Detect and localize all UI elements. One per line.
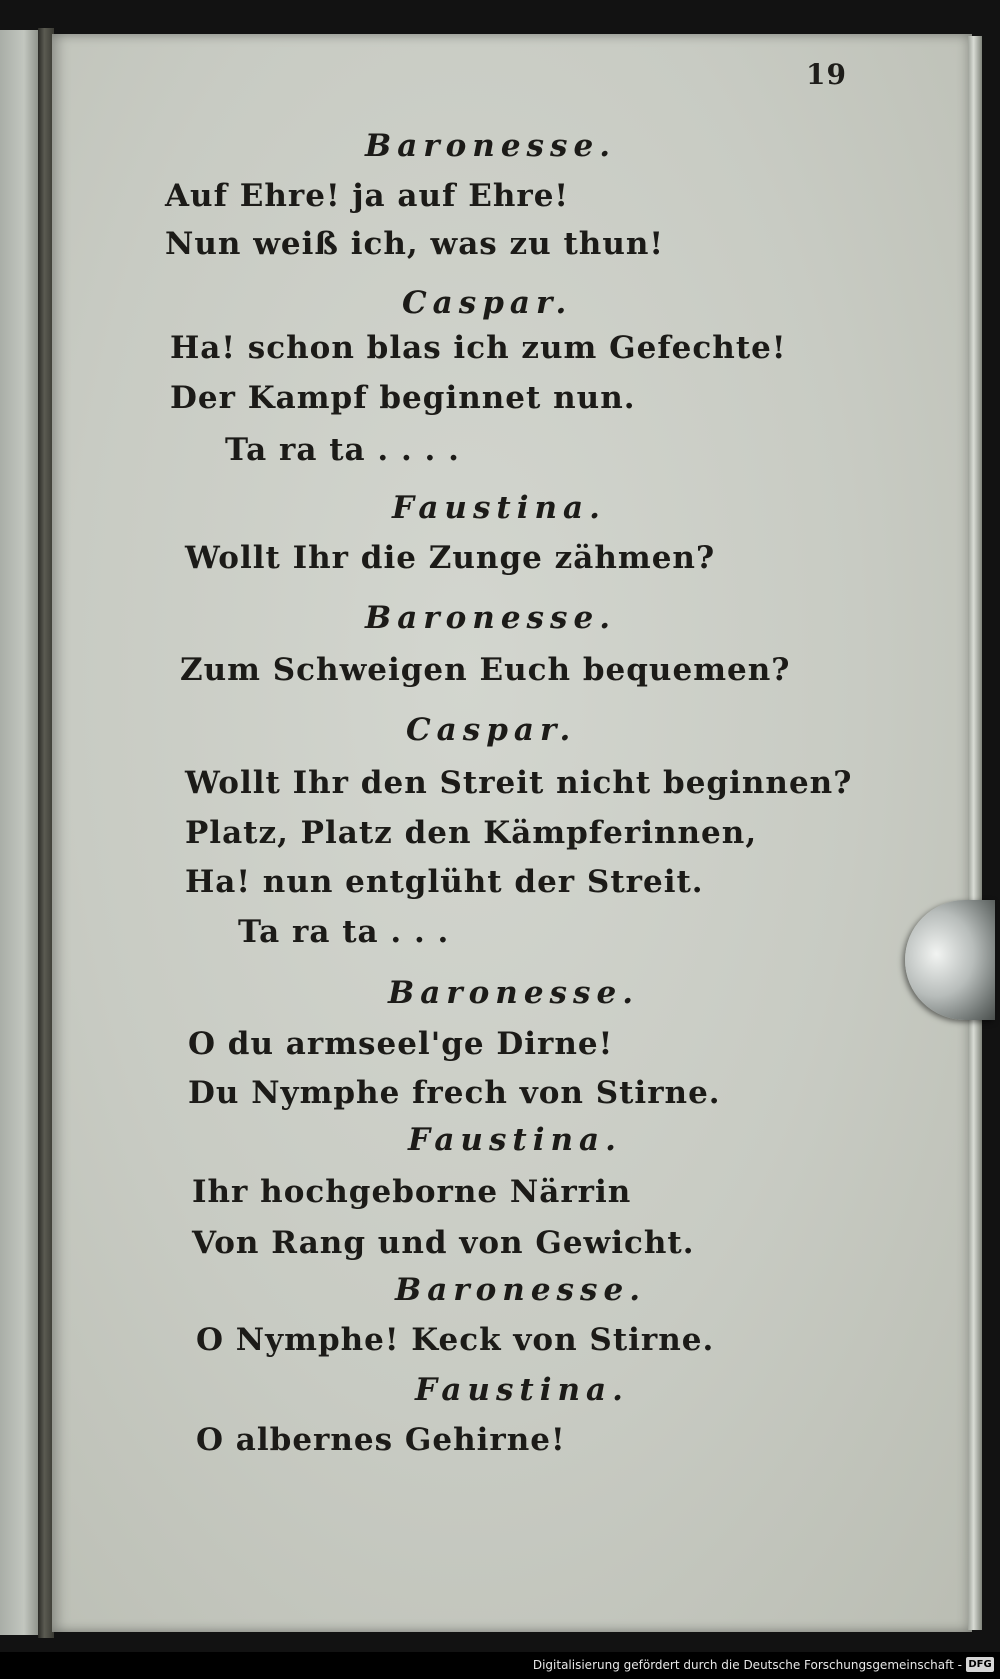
digitization-credit: Digitalisierung gefördert durch die Deutsche Forschungsgemeinschaft - xyxy=(532,1658,962,1672)
page-number: 19 xyxy=(806,58,847,91)
verse-line: Ihr hochgeborne Närrin xyxy=(192,1174,632,1210)
speaker-heading: Baronesse. xyxy=(365,128,616,164)
speaker-heading: Baronesse. xyxy=(365,600,616,636)
speaker-heading: Faustina. xyxy=(415,1372,629,1408)
verse-line: Ha! nun entglüht der Streit. xyxy=(185,864,704,900)
verse-line: O albernes Gehirne! xyxy=(196,1422,566,1458)
verse-line: Ta ra ta . . . xyxy=(238,914,450,950)
dfg-logo-icon: DFG xyxy=(966,1657,994,1672)
verse-line: Zum Schweigen Euch bequemen? xyxy=(180,652,791,688)
verse-line: Ha! schon blas ich zum Gefechte! xyxy=(170,330,787,366)
verse-line: Von Rang und von Gewicht. xyxy=(192,1225,695,1261)
verse-line: Nun weiß ich, was zu thun! xyxy=(165,226,665,262)
verse-line: Du Nymphe frech von Stirne. xyxy=(188,1075,721,1111)
verse-line: Wollt Ihr die Zunge zähmen? xyxy=(185,540,716,576)
speaker-heading: Faustina. xyxy=(408,1122,622,1158)
verse-line: O Nymphe! Keck von Stirne. xyxy=(196,1322,715,1358)
speaker-heading: Baronesse. xyxy=(395,1272,646,1308)
facing-page-edge xyxy=(0,30,40,1635)
speaker-heading: Caspar. xyxy=(402,285,573,321)
speaker-heading: Faustina. xyxy=(392,490,606,526)
speaker-heading: Caspar. xyxy=(406,712,577,748)
verse-line: Platz, Platz den Kämpferinnen, xyxy=(185,815,758,851)
page-fore-edge xyxy=(968,36,982,1630)
speaker-heading: Baronesse. xyxy=(388,975,639,1011)
verse-line: Wollt Ihr den Streit nicht beginnen? xyxy=(185,765,853,801)
verse-line: O du armseel'ge Dirne! xyxy=(188,1026,614,1062)
verse-line: Ta ra ta . . . . xyxy=(225,432,460,468)
verse-line: Der Kampf beginnet nun. xyxy=(170,380,636,416)
verse-line: Auf Ehre! ja auf Ehre! xyxy=(165,178,570,214)
